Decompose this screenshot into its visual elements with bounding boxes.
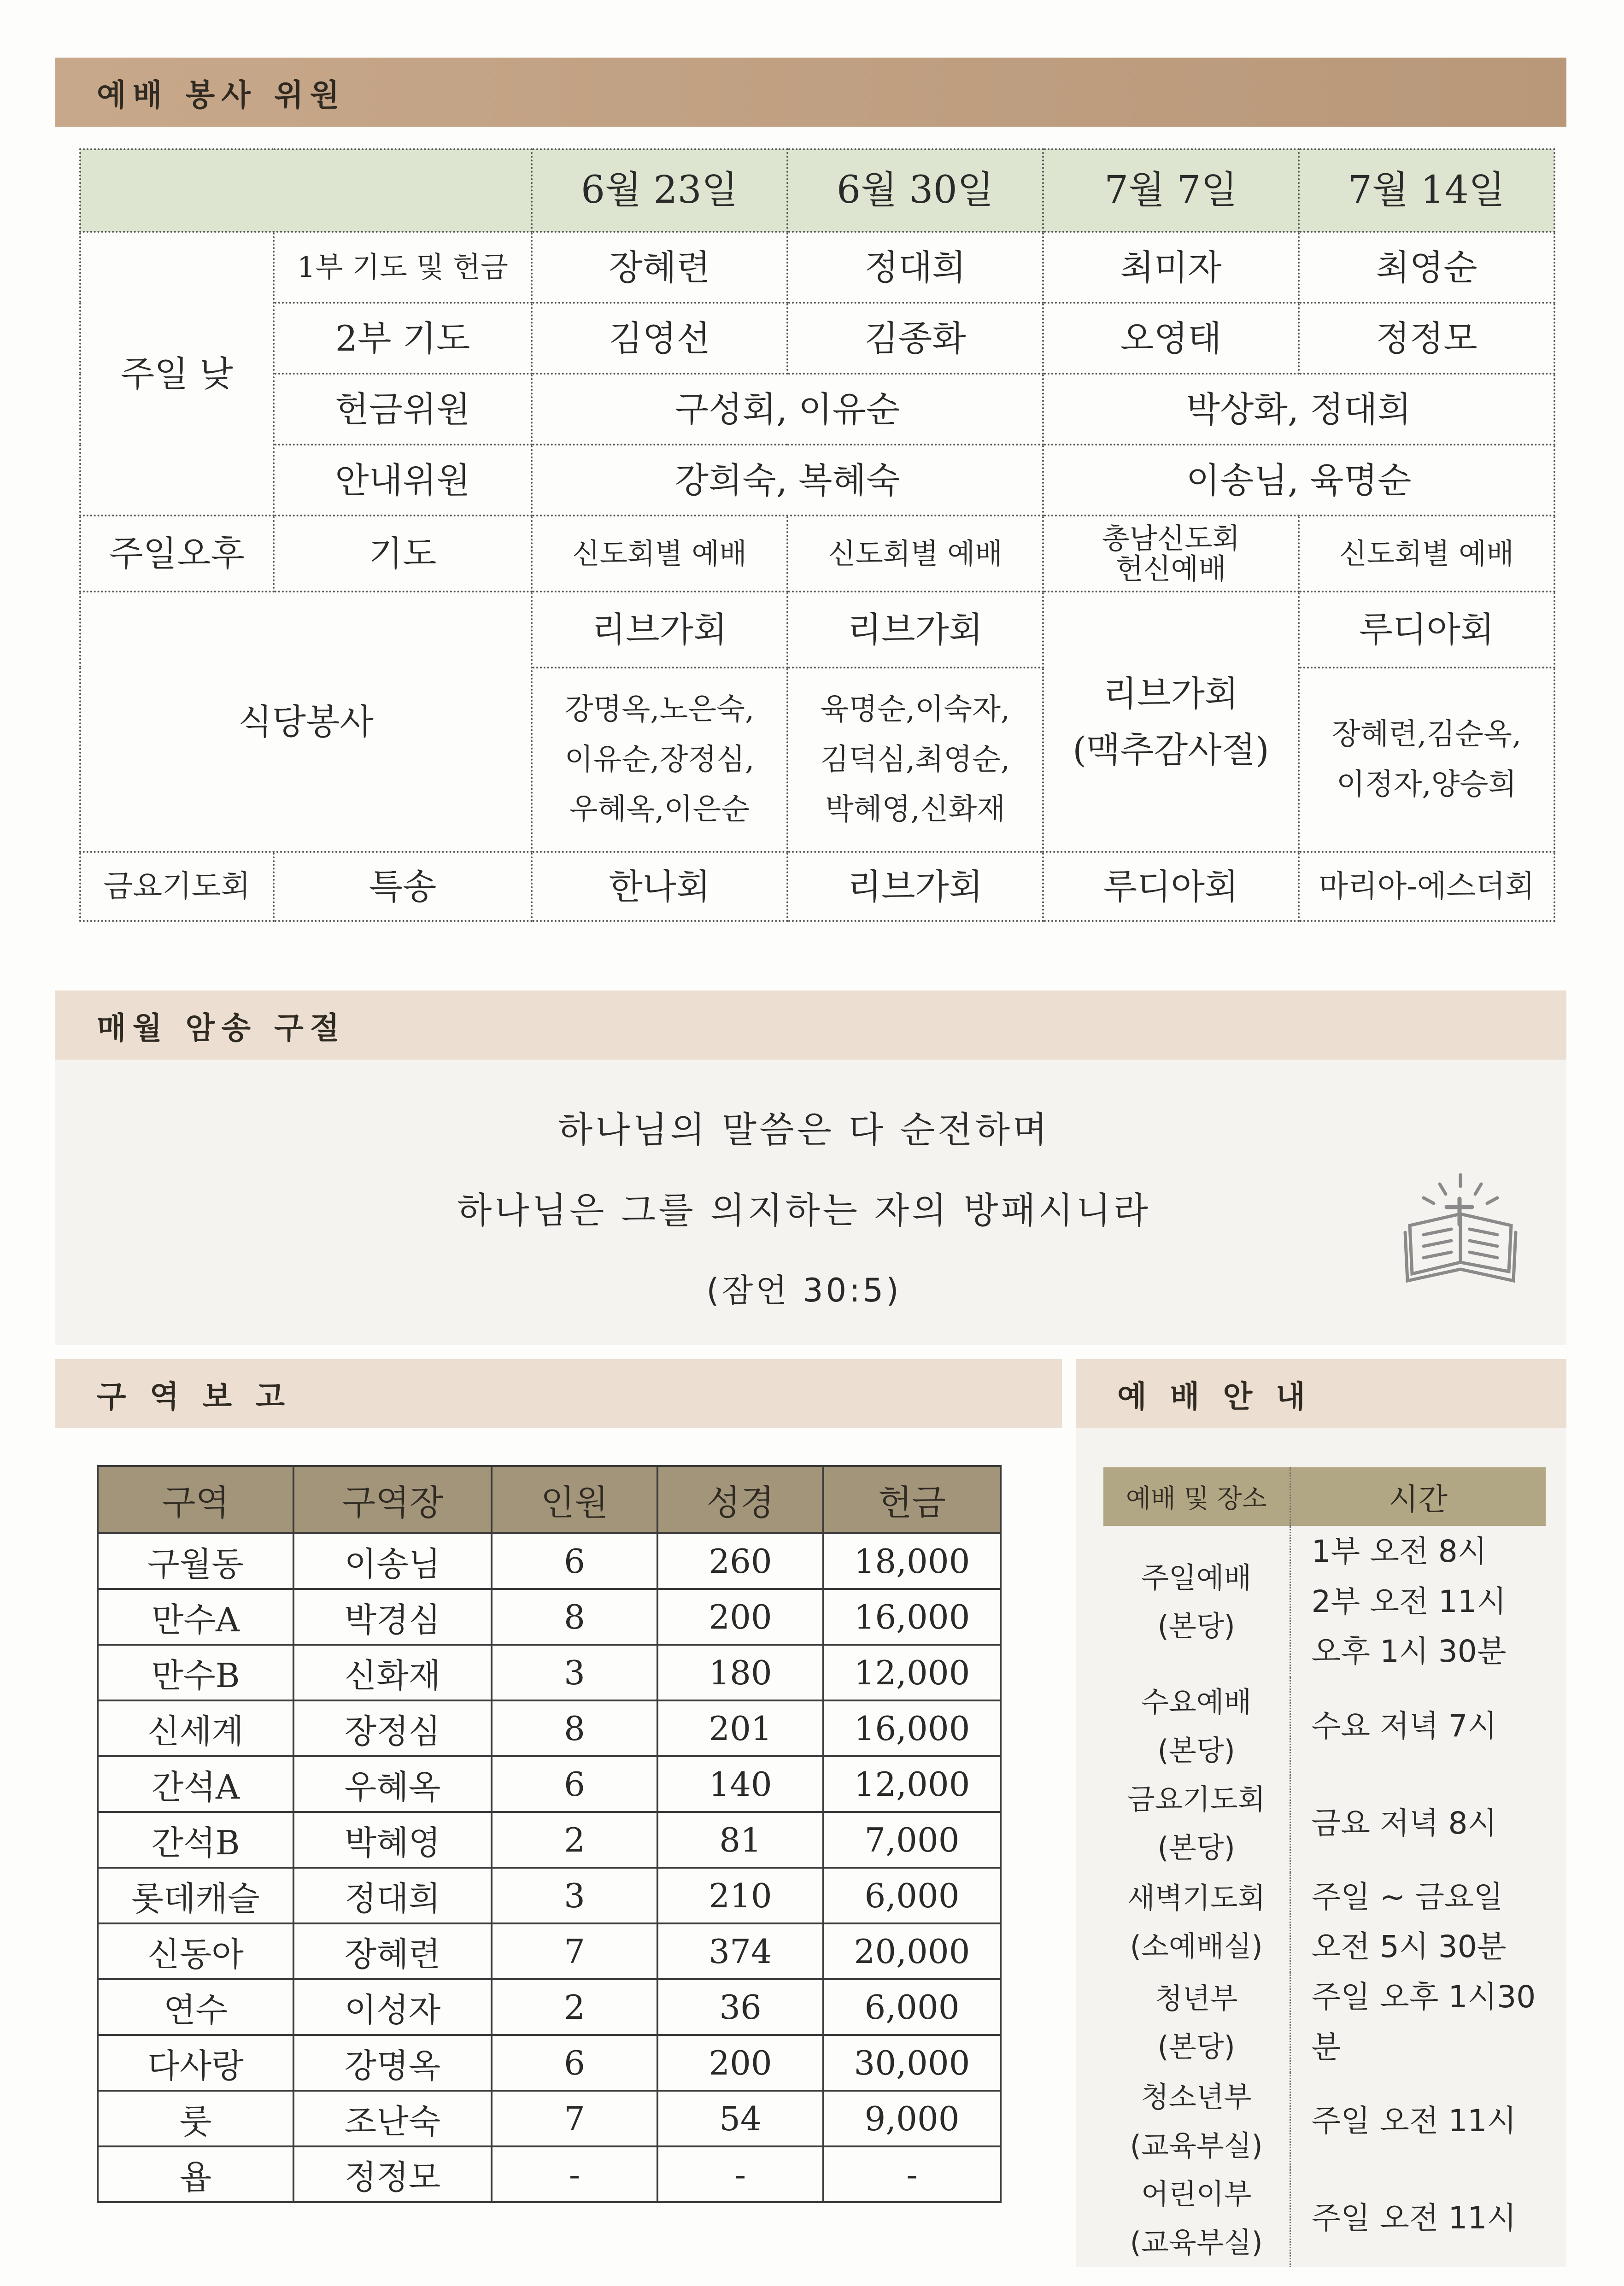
service-row — [1103, 1872, 1546, 1973]
district-name: 다사랑 — [98, 2035, 293, 2091]
service-place: 청년부 (본당) — [1103, 1972, 1290, 2073]
row-label: 2부 기도 — [274, 303, 532, 374]
district-name: 구월동 — [98, 1533, 293, 1589]
service-time: 1부 오전 8시 2부 오전 11시 오후 1시 30분 — [1311, 1533, 1507, 1670]
attendance: 3 — [492, 1868, 657, 1923]
offering: 30,000 — [823, 2035, 1001, 2091]
attendance: - — [492, 2146, 657, 2202]
duty-cell: 박상화, 정대희 — [1043, 374, 1554, 445]
report-row — [98, 1533, 1001, 1589]
service-section-title: 예 배 안 내 — [1117, 1378, 1312, 1414]
bible-count: 81 — [657, 1812, 823, 1868]
kitchen-group: 루디아회 — [1299, 592, 1554, 668]
duty-cell: 마리아-에스더회 — [1299, 852, 1554, 921]
leader-name: 박혜영 — [293, 1812, 492, 1868]
district-name: 연수 — [98, 1979, 293, 2035]
bible-count: 200 — [657, 1589, 823, 1645]
row-label: 특송 — [274, 852, 532, 921]
report-row — [98, 1589, 1001, 1645]
district-name: 룻 — [98, 2091, 293, 2146]
bible-count: 36 — [657, 1979, 823, 2035]
service-time: 금요 저녁 8시 — [1311, 1805, 1497, 1841]
duty-row-prayer1 — [80, 232, 1554, 303]
report-row — [98, 1812, 1001, 1868]
service-time: 수요 저녁 7시 — [1311, 1708, 1497, 1744]
offering: 6,000 — [823, 1868, 1001, 1923]
duty-cell: 총남신도회 헌신예배 — [1043, 516, 1299, 592]
bible-count: 54 — [657, 2091, 823, 2146]
service-place: 주일예배 (본당) — [1103, 1526, 1290, 1678]
kitchen-group: 리브가회 — [532, 592, 787, 668]
report-body — [98, 1533, 1001, 2202]
report-section-header — [55, 1359, 1062, 1428]
attendance: 8 — [492, 1700, 657, 1756]
duty-row-pm-prayer — [80, 516, 1554, 592]
service-header: 예배 및 장소 — [1103, 1467, 1290, 1526]
date-header: 7월 14일 — [1299, 149, 1554, 232]
report-header: 구역장 — [293, 1466, 492, 1533]
report-section-title: 구 역 보 고 — [97, 1378, 291, 1414]
bible-count: 210 — [657, 1868, 823, 1923]
duty-cell: 최미자 — [1043, 232, 1299, 303]
row-label: 안내위원 — [274, 445, 532, 516]
date-header: 6월 23일 — [532, 149, 787, 232]
district-report-table — [97, 1465, 1002, 2203]
service-time: 주일 오후 1시30분 — [1311, 1979, 1536, 2065]
attendance: 2 — [492, 1979, 657, 2035]
service-place: 어린이부 (교육부실) — [1103, 2170, 1290, 2267]
district-name: 신동아 — [98, 1923, 293, 1979]
sunday-pm-label: 주일오후 — [80, 516, 274, 592]
service-header-row — [1103, 1467, 1546, 1526]
report-row — [98, 1645, 1001, 1700]
offering: 16,000 — [823, 1700, 1001, 1756]
report-header: 성경 — [657, 1466, 823, 1533]
duty-row-kitchen-groups — [80, 592, 1554, 668]
service-header: 시간 — [1290, 1467, 1546, 1526]
kitchen-group: 리브가회 (맥추감사절) — [1043, 592, 1299, 852]
service-row — [1103, 1678, 1546, 1775]
offering: 12,000 — [823, 1645, 1001, 1700]
report-row — [98, 2146, 1001, 2202]
duty-row-friday — [80, 852, 1554, 921]
verse-section-title: 매월 암송 구절 — [97, 1010, 346, 1046]
service-row — [1103, 1775, 1546, 1872]
kitchen-names: 장혜련,김순옥, 이정자,양승희 — [1299, 668, 1554, 852]
leader-name: 우혜옥 — [293, 1756, 492, 1812]
offering: 6,000 — [823, 1979, 1001, 2035]
duty-cell: 정정모 — [1299, 303, 1554, 374]
service-place: 새벽기도회 (소예배실) — [1103, 1872, 1290, 1973]
duty-cell: 김영선 — [532, 303, 787, 374]
attendance: 6 — [492, 1533, 657, 1589]
duty-header-row — [80, 149, 1554, 232]
bible-count: - — [657, 2146, 823, 2202]
duty-table — [79, 148, 1555, 922]
row-label: 1부 기도 및 헌금 — [274, 232, 532, 303]
service-row — [1103, 2073, 1546, 2170]
report-header: 헌금 — [823, 1466, 1001, 1533]
duty-cell: 신도회별 예배 — [532, 516, 787, 592]
duty-cell: 정대희 — [787, 232, 1043, 303]
offering: 12,000 — [823, 1756, 1001, 1812]
leader-name: 이성자 — [293, 1979, 492, 2035]
duty-section-header — [55, 58, 1566, 127]
report-row — [98, 1700, 1001, 1756]
duty-cell: 구성회, 이유순 — [532, 374, 1043, 445]
district-name: 간석B — [98, 1812, 293, 1868]
duty-cell: 한나회 — [532, 852, 787, 921]
date-header: 6월 30일 — [787, 149, 1043, 232]
duty-cell: 오영태 — [1043, 303, 1299, 374]
open-bible-icon — [1391, 1170, 1525, 1290]
district-name: 간석A — [98, 1756, 293, 1812]
bible-count: 260 — [657, 1533, 823, 1589]
duty-cell: 루디아회 — [1043, 852, 1299, 921]
district-name: 롯데캐슬 — [98, 1868, 293, 1923]
attendance: 2 — [492, 1812, 657, 1868]
service-table — [1103, 1467, 1546, 2267]
row-label: 헌금위원 — [274, 374, 532, 445]
leader-name: 박경심 — [293, 1589, 492, 1645]
attendance: 6 — [492, 2035, 657, 2091]
duty-row-prayer2 — [80, 303, 1554, 374]
service-place: 수요예배 (본당) — [1103, 1678, 1290, 1775]
service-row — [1103, 2170, 1546, 2267]
offering: - — [823, 2146, 1001, 2202]
duty-cell: 신도회별 예배 — [1299, 516, 1554, 592]
duty-section-title: 예배 봉사 위원 — [97, 77, 346, 113]
row-label: 기도 — [274, 516, 532, 592]
service-row — [1103, 1972, 1546, 2073]
verse-line-2: 하나님은 그를 의지하는 자의 방패시니라 — [457, 1190, 1151, 1231]
report-header: 구역 — [98, 1466, 293, 1533]
kitchen-group: 리브가회 — [787, 592, 1043, 668]
leader-name: 정정모 — [293, 2146, 492, 2202]
duty-row-offering — [80, 374, 1554, 445]
attendance: 7 — [492, 2091, 657, 2146]
duty-cell: 강희숙, 복혜숙 — [532, 445, 1043, 516]
offering: 7,000 — [823, 1812, 1001, 1868]
date-header: 7월 7일 — [1043, 149, 1299, 232]
duty-cell: 리브가회 — [787, 852, 1043, 921]
service-row — [1103, 1526, 1546, 1678]
duty-cell: 최영순 — [1299, 232, 1554, 303]
leader-name: 조난숙 — [293, 2091, 492, 2146]
verse-reference: (잠언 30:5) — [706, 1272, 902, 1309]
bible-count: 180 — [657, 1645, 823, 1700]
offering: 20,000 — [823, 1923, 1001, 1979]
service-time: 주일 오전 11시 — [1311, 2103, 1517, 2139]
service-time: 주일 ~ 금요일 오전 5시 30분 — [1311, 1879, 1507, 1965]
kitchen-names: 강명옥,노은숙, 이유순,장정심, 우혜옥,이은순 — [532, 668, 787, 852]
duty-header-corner — [80, 149, 532, 232]
friday-label: 금요기도회 — [80, 852, 274, 921]
service-section-header — [1076, 1359, 1566, 1428]
duty-cell: 김종화 — [787, 303, 1043, 374]
report-row — [98, 1923, 1001, 1979]
kitchen-label: 식당봉사 — [80, 592, 532, 852]
verse-line-1: 하나님의 말씀은 다 순전하며 — [557, 1109, 1050, 1151]
report-row — [98, 1979, 1001, 2035]
bible-count: 140 — [657, 1756, 823, 1812]
service-body — [1103, 1526, 1546, 2267]
bible-count: 201 — [657, 1700, 823, 1756]
leader-name: 장혜련 — [293, 1923, 492, 1979]
leader-name: 정대희 — [293, 1868, 492, 1923]
report-header-row — [98, 1466, 1001, 1533]
offering: 9,000 — [823, 2091, 1001, 2146]
attendance: 7 — [492, 1923, 657, 1979]
service-place: 청소년부 (교육부실) — [1103, 2073, 1290, 2170]
report-row — [98, 2035, 1001, 2091]
district-name: 욥 — [98, 2146, 293, 2202]
attendance: 8 — [492, 1589, 657, 1645]
leader-name: 신화재 — [293, 1645, 492, 1700]
offering: 18,000 — [823, 1533, 1001, 1589]
report-row — [98, 1756, 1001, 1812]
report-row — [98, 2091, 1001, 2146]
leader-name: 강명옥 — [293, 2035, 492, 2091]
offering: 16,000 — [823, 1589, 1001, 1645]
leader-name: 장정심 — [293, 1700, 492, 1756]
attendance: 6 — [492, 1756, 657, 1812]
kitchen-names: 육명순,이숙자, 김덕심,최영순, 박혜영,신화재 — [787, 668, 1043, 852]
attendance: 3 — [492, 1645, 657, 1700]
district-name: 신세계 — [98, 1700, 293, 1756]
verse-section-header — [55, 991, 1566, 1060]
duty-cell: 장혜련 — [532, 232, 787, 303]
district-name: 만수A — [98, 1589, 293, 1645]
duty-cell: 이송님, 육명순 — [1043, 445, 1554, 516]
bible-count: 200 — [657, 2035, 823, 2091]
service-place: 금요기도회 (본당) — [1103, 1775, 1290, 1872]
service-time: 주일 오전 11시 — [1311, 2200, 1517, 2236]
leader-name: 이송님 — [293, 1533, 492, 1589]
duty-row-usher — [80, 445, 1554, 516]
bible-count: 374 — [657, 1923, 823, 1979]
report-header: 인원 — [492, 1466, 657, 1533]
district-name: 만수B — [98, 1645, 293, 1700]
report-row — [98, 1868, 1001, 1923]
sunday-day-label: 주일 낮 — [80, 232, 274, 516]
duty-cell: 신도회별 예배 — [787, 516, 1043, 592]
